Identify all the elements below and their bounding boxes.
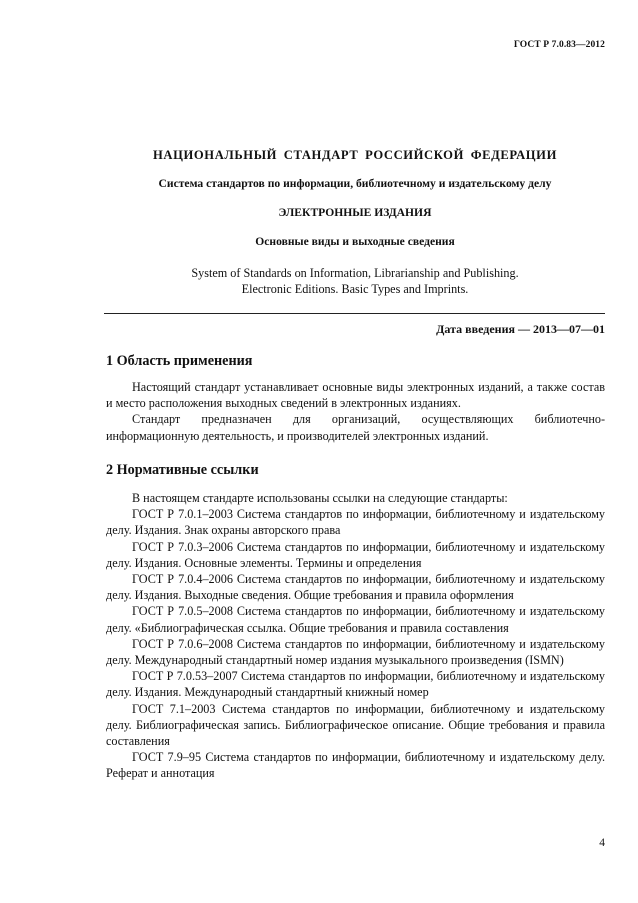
national-standard-heading: НАЦИОНАЛЬНЫЙ СТАНДАРТ РОССИЙСКОЙ ФЕДЕРАЦИИ xyxy=(153,148,557,162)
page-number: 4 xyxy=(599,837,605,849)
paragraph: Настоящий стандарт устанавливает основные виды электронных изданий, а также состав и место расположения выходных сведений в электронных изданиях. xyxy=(106,380,605,411)
reference-item: ГОСТ Р 7.0.5–2008 Система стандартов по информации, библиотечному и издательскому делу. «Библиографическая ссылка. Общие требования и правила составления xyxy=(106,604,605,635)
document-code: ГОСТ Р 7.0.83—2012 xyxy=(513,40,605,50)
introduction-date: Дата введения — 2013—07—01 xyxy=(436,322,605,336)
reference-item: ГОСТ Р 7.0.3–2006 Система стандартов по информации, библиотечному и издательскому делу. Издания. Основные элементы. Термины и определения xyxy=(106,539,605,570)
title-divider xyxy=(104,313,605,314)
section-2-body xyxy=(106,490,605,782)
english-title-line-2: Electronic Editions. Basic Types and Imprints. xyxy=(241,282,469,296)
reference-item: ГОСТ Р 7.0.53–2007 Система стандартов по информации, библиотечному и издательскому делу. Издания. Международный стандартный книжный номер xyxy=(106,669,605,700)
section-1-body xyxy=(106,379,605,444)
reference-item: ГОСТ 7.1–2003 Система стандартов по информации, библиотечному и издательскому делу. Библиографическая запись. Библиографическое описание. Общие требования и правила составления xyxy=(106,701,605,749)
reference-item: ГОСТ 7.9–95 Система стандартов по информации, библиотечному и издательскому делу. Реферат и аннотация xyxy=(106,750,605,781)
english-title-line-1: System of Standards on Information, Librarianship and Publishing. xyxy=(191,266,519,280)
paragraph: Стандарт предназначен для организаций, осуществляющих библиотечно-информационную деятельность, и производителей электронных изданий. xyxy=(106,412,605,443)
reference-item: ГОСТ Р 7.0.4–2006 Система стандартов по информации, библиотечному и издательскому делу. Издания. Выходные сведения. Общие требования и правила оформления xyxy=(106,572,605,603)
reference-item: ГОСТ Р 7.0.1–2003 Система стандартов по информации, библиотечному и издательскому делу. Издания. Знак охраны авторского права xyxy=(106,507,605,538)
section-1-title: 1 Область применения xyxy=(106,353,253,369)
section-2-title: 2 Нормативные ссылки xyxy=(106,462,259,478)
reference-item: ГОСТ Р 7.0.6–2008 Система стандартов по информации, библиотечному и издательскому делу. Международный стандартный номер издания музыкального произведения (ISMN) xyxy=(106,636,605,668)
paragraph: В настоящем стандарте использованы ссылки на следующие стандарты: xyxy=(132,491,508,505)
subject-heading: ЭЛЕКТРОННЫЕ ИЗДАНИЯ xyxy=(278,206,432,219)
system-heading: Система стандартов по информации, библиотечному и издательскому делу xyxy=(158,177,552,190)
subtitle-heading: Основные виды и выходные сведения xyxy=(255,235,455,248)
